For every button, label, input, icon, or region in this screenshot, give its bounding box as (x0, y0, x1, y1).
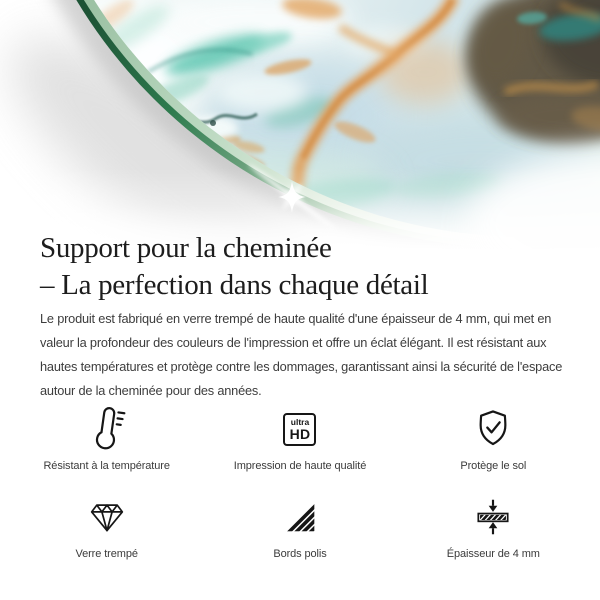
feature-item (10, 492, 203, 560)
feature-item (203, 404, 396, 472)
shield-check-icon (474, 409, 512, 449)
feature-label: Protège le sol (460, 460, 527, 472)
description-line: valeur la profondeur des couleurs de l'impression et offre un éclat élégant. Il est résistant aux (40, 335, 547, 350)
product-description (40, 307, 562, 403)
page-title (40, 230, 428, 304)
feature-label: Impression de haute qualité (233, 460, 367, 472)
feature-item (10, 404, 203, 472)
features-grid (10, 404, 590, 560)
feature-label: Résistant à la température (43, 460, 170, 472)
ultra-hd-icon: ultra HD (283, 413, 316, 446)
description-line: hautes températures et protège contre les dommages, garantissant ainsi la sécurité de l'espace (40, 359, 563, 374)
description-line: Le produit est fabriqué en verre trempé de haute qualité d'une épaisseur de 4 mm, qui met en (40, 311, 552, 326)
feature-item (397, 404, 590, 472)
feature-label: Bords polis (273, 548, 327, 560)
hero-image (0, 0, 600, 262)
feature-label: Épaisseur de 4 mm (446, 548, 540, 560)
feature-item (397, 492, 590, 560)
title-line-1: Support pour la cheminée (40, 232, 332, 264)
feature-item (203, 492, 396, 560)
feature-label: Verre trempé (75, 548, 138, 560)
polished-edges-icon (283, 501, 317, 533)
thickness-4mm-icon (473, 498, 513, 536)
thermometer-icon (86, 405, 128, 453)
diamond-icon (88, 500, 126, 534)
title-line-2: – La perfection dans chaque détail (40, 269, 429, 301)
description-line: autour de la cheminée pour des années. (40, 383, 262, 398)
